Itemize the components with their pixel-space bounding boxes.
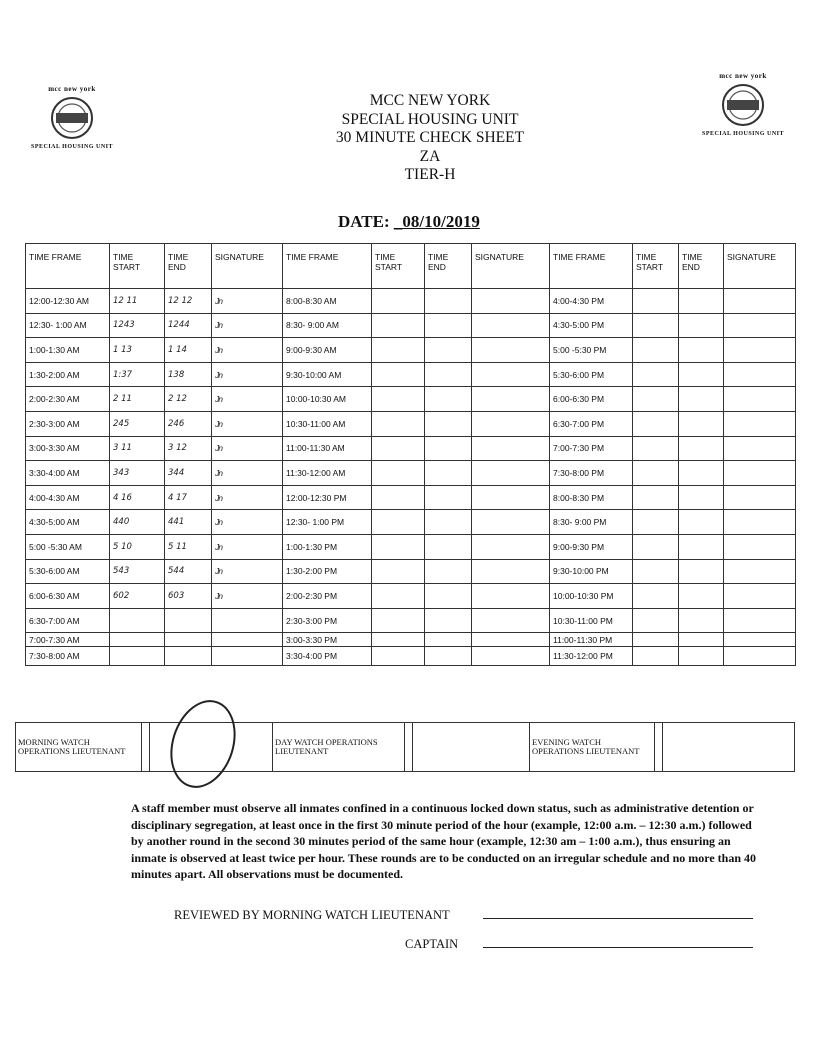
signature-cell[interactable] (724, 289, 796, 314)
time-end-cell[interactable] (425, 387, 472, 412)
document-header (300, 92, 560, 185)
time-frame-cell: 4:30-5:00 AM (26, 510, 110, 535)
time-start-cell[interactable] (633, 584, 679, 609)
header-line-3: 30 MINUTE CHECK SHEET (335, 129, 525, 147)
time-frame-cell: 7:00-7:30 AM (26, 633, 110, 647)
time-end-cell[interactable] (679, 510, 724, 535)
signature-cell[interactable] (472, 534, 550, 559)
time-start-cell[interactable]: 343 (110, 461, 165, 486)
time-end-cell[interactable] (679, 411, 724, 436)
col-header-time-start: TIME START (110, 244, 165, 289)
time-end-cell[interactable] (679, 461, 724, 486)
logo-top-text: mcc new york (719, 72, 767, 80)
col-header-time-frame: TIME FRAME (26, 244, 110, 289)
evening-watch-signature[interactable] (663, 723, 795, 772)
col-header-time-end: TIME END (679, 244, 724, 289)
table-row (26, 362, 796, 387)
signature-cell[interactable] (212, 633, 283, 647)
signature-cell[interactable]: Jn (212, 289, 283, 314)
time-start-cell[interactable] (633, 510, 679, 535)
signature-cell[interactable] (724, 633, 796, 647)
time-end-cell[interactable] (165, 633, 212, 647)
time-frame-cell: 9:30-10:00 AM (283, 362, 372, 387)
signature-cell[interactable] (472, 387, 550, 412)
time-end-cell[interactable] (425, 608, 472, 633)
table-row (26, 584, 796, 609)
time-end-cell[interactable]: 3 12 (165, 436, 212, 461)
day-watch-label: DAY WATCH OPERATIONS LIEUTENANT (273, 723, 405, 772)
time-start-cell[interactable] (633, 411, 679, 436)
time-start-cell[interactable] (372, 362, 425, 387)
time-frame-cell: 2:30-3:00 PM (283, 608, 372, 633)
time-start-cell[interactable]: 1243 (110, 313, 165, 338)
time-end-cell[interactable] (425, 633, 472, 647)
time-frame-cell: 1:30-2:00 PM (283, 559, 372, 584)
signature-cell[interactable] (472, 313, 550, 338)
signature-cell[interactable] (472, 559, 550, 584)
captain-signature-line[interactable] (483, 947, 753, 948)
signature-cell[interactable]: Jn (212, 461, 283, 486)
signature-cell[interactable]: Jn (212, 559, 283, 584)
time-start-cell[interactable] (633, 289, 679, 314)
col-header-signature: SIGNATURE (212, 244, 283, 289)
spacer-cell (655, 723, 663, 772)
time-end-cell[interactable] (679, 289, 724, 314)
signature-cell[interactable] (472, 411, 550, 436)
time-frame-cell: 5:30-6:00 AM (26, 559, 110, 584)
time-end-cell[interactable] (679, 313, 724, 338)
time-start-cell[interactable]: 12 11 (110, 289, 165, 314)
table-row (26, 387, 796, 412)
time-end-cell[interactable]: 138 (165, 362, 212, 387)
time-frame-cell: 7:00-7:30 PM (550, 436, 633, 461)
signature-cell[interactable] (472, 608, 550, 633)
time-end-cell[interactable] (425, 485, 472, 510)
signature-cell[interactable]: Jn (212, 436, 283, 461)
header-line-2: SPECIAL HOUSING UNIT (341, 110, 519, 128)
header-line-1: MCC NEW YORK (369, 92, 491, 109)
time-end-cell[interactable] (425, 313, 472, 338)
time-start-cell[interactable]: 3 11 (110, 436, 165, 461)
signature-cell[interactable]: Jn (212, 485, 283, 510)
time-frame-cell: 4:00-4:30 PM (550, 289, 633, 314)
time-frame-cell: 11:30-12:00 AM (283, 461, 372, 486)
table-row (26, 647, 796, 666)
time-start-cell[interactable]: 1:37 (110, 362, 165, 387)
time-frame-cell: 9:30-10:00 PM (550, 559, 633, 584)
reviewed-by-signature-line[interactable] (483, 918, 753, 919)
time-end-cell[interactable] (425, 411, 472, 436)
table-row (26, 289, 796, 314)
signature-cell[interactable]: Jn (212, 510, 283, 535)
time-start-cell[interactable] (372, 387, 425, 412)
time-end-cell[interactable]: 544 (165, 559, 212, 584)
header-line-5: TIER-H (404, 166, 456, 184)
col-header-time-start: TIME START (372, 244, 425, 289)
time-frame-cell: 3:30-4:00 PM (283, 647, 372, 666)
col-header-time-frame: TIME FRAME (283, 244, 372, 289)
col-header-signature: SIGNATURE (472, 244, 550, 289)
lieutenant-table (15, 722, 795, 772)
time-start-cell[interactable] (633, 608, 679, 633)
time-frame-cell: 5:00 -5:30 AM (26, 534, 110, 559)
time-frame-cell: 2:00-2:30 AM (26, 387, 110, 412)
time-start-cell[interactable] (372, 608, 425, 633)
date-label: DATE: (338, 212, 390, 231)
time-frame-cell: 7:30-8:00 PM (550, 461, 633, 486)
reviewed-by-label: REVIEWED BY MORNING WATCH LIEUTENANT (174, 908, 450, 922)
table-row (26, 608, 796, 633)
time-end-cell[interactable] (679, 534, 724, 559)
col-header-time-end: TIME END (425, 244, 472, 289)
time-start-cell[interactable]: 543 (110, 559, 165, 584)
time-frame-cell: 8:00-8:30 PM (550, 485, 633, 510)
evening-watch-label: EVENING WATCH OPERATIONS LIEUTENANT (530, 723, 655, 772)
signature-cell[interactable] (724, 313, 796, 338)
time-frame-cell: 9:00-9:30 PM (550, 534, 633, 559)
time-start-cell[interactable] (633, 461, 679, 486)
time-end-cell[interactable] (679, 559, 724, 584)
time-frame-cell: 5:00 -5:30 PM (550, 338, 633, 363)
col-header-time-end: TIME END (165, 244, 212, 289)
time-end-cell[interactable]: 1244 (165, 313, 212, 338)
signature-cell[interactable] (472, 633, 550, 647)
shu-seal-icon (50, 96, 94, 140)
morning-watch-label: MORNING WATCH OPERATIONS LIEUTENANT (16, 723, 142, 772)
table-row (26, 485, 796, 510)
signature-cell[interactable] (472, 362, 550, 387)
logo-left (17, 85, 127, 150)
time-end-cell[interactable] (679, 362, 724, 387)
signature-cell[interactable] (472, 485, 550, 510)
date-line (338, 212, 480, 232)
signature-cell[interactable]: Jn (212, 584, 283, 609)
table-row (26, 313, 796, 338)
time-end-cell[interactable] (679, 647, 724, 666)
time-frame-cell: 8:30- 9:00 PM (550, 510, 633, 535)
time-frame-cell: 6:30-7:00 AM (26, 608, 110, 633)
time-start-cell[interactable]: 4 16 (110, 485, 165, 510)
time-end-cell[interactable]: 2 12 (165, 387, 212, 412)
time-frame-cell: 8:00-8:30 AM (283, 289, 372, 314)
time-end-cell[interactable] (679, 338, 724, 363)
time-end-cell[interactable]: 12 12 (165, 289, 212, 314)
shu-seal-icon (721, 83, 765, 127)
time-start-cell[interactable] (110, 647, 165, 666)
spacer-cell (405, 723, 413, 772)
time-start-cell[interactable] (633, 387, 679, 412)
table-row (26, 436, 796, 461)
signature-cell[interactable] (472, 436, 550, 461)
time-start-cell[interactable]: 2 11 (110, 387, 165, 412)
time-frame-cell: 1:00-1:30 PM (283, 534, 372, 559)
logo-right (688, 72, 798, 137)
logo-bottom-text: SPECIAL HOUSING UNIT (30, 144, 114, 150)
time-frame-cell: 6:30-7:00 PM (550, 411, 633, 436)
signature-cell[interactable] (472, 461, 550, 486)
signature-cell[interactable]: Jn (212, 362, 283, 387)
time-start-cell[interactable] (633, 313, 679, 338)
signature-cell[interactable] (724, 411, 796, 436)
time-start-cell[interactable] (633, 647, 679, 666)
signature-cell[interactable]: Jn (212, 411, 283, 436)
time-end-cell[interactable]: 246 (165, 411, 212, 436)
time-start-cell[interactable] (372, 436, 425, 461)
table-row (26, 510, 796, 535)
time-frame-cell: 2:00-2:30 PM (283, 584, 372, 609)
signature-cell[interactable] (724, 362, 796, 387)
logo-bottom-text: SPECIAL HOUSING UNIT (701, 131, 785, 137)
time-end-cell[interactable] (679, 608, 724, 633)
spacer-cell (142, 723, 150, 772)
time-frame-cell: 11:00-11:30 PM (550, 633, 633, 647)
time-frame-cell: 4:30-5:00 PM (550, 313, 633, 338)
time-start-cell[interactable] (372, 633, 425, 647)
time-frame-cell: 3:30-4:00 AM (26, 461, 110, 486)
signature-cell[interactable] (724, 510, 796, 535)
time-frame-cell: 12:30- 1:00 AM (26, 313, 110, 338)
signature-cell[interactable] (724, 338, 796, 363)
time-end-cell[interactable] (425, 534, 472, 559)
time-frame-cell: 2:30-3:00 AM (26, 411, 110, 436)
signature-cell[interactable]: Jn (212, 313, 283, 338)
time-end-cell[interactable]: 1 14 (165, 338, 212, 363)
morning-watch-signature[interactable] (150, 723, 273, 772)
time-end-cell[interactable]: 603 (165, 584, 212, 609)
time-start-cell[interactable]: 440 (110, 510, 165, 535)
signature-cell[interactable]: Jn (212, 387, 283, 412)
time-start-cell[interactable] (372, 338, 425, 363)
time-end-cell[interactable] (165, 647, 212, 666)
time-start-cell[interactable] (633, 338, 679, 363)
policy-notice: A staff member must observe all inmates confined in a continuous locked down status, such as administrative detention or disciplinary segregation, at least once in the first 30 minute period of the hour (example, 12:00 a.m. – 12:30 a.m.) followed by another round in the second 30 minutes period of the same hour (example, 12:30 am – 1:00 a.m.), thus ensuring an inmate is observed at least twice per hour. These rounds are to be conducted on an irregular schedule and no more than 40 minutes apart. All observations must be documented. (131, 801, 757, 881)
time-start-cell[interactable]: 5 10 (110, 534, 165, 559)
time-start-cell[interactable] (372, 584, 425, 609)
signature-cell[interactable] (724, 387, 796, 412)
time-end-cell[interactable] (679, 485, 724, 510)
table-row (26, 534, 796, 559)
time-frame-cell: 10:30-11:00 PM (550, 608, 633, 633)
signature-cell[interactable] (724, 436, 796, 461)
time-frame-cell: 10:30-11:00 AM (283, 411, 372, 436)
table-row (26, 338, 796, 363)
captain-label: CAPTAIN (405, 937, 459, 951)
header-line-4: ZA (419, 147, 441, 165)
time-frame-cell: 4:00-4:30 AM (26, 485, 110, 510)
logo-top-text: mcc new york (48, 85, 96, 93)
time-end-cell[interactable] (425, 436, 472, 461)
col-header-signature: SIGNATURE (724, 244, 796, 289)
signature-cell[interactable] (724, 559, 796, 584)
time-start-cell[interactable] (633, 485, 679, 510)
time-frame-cell: 3:00-3:30 AM (26, 436, 110, 461)
time-end-cell[interactable] (425, 510, 472, 535)
time-end-cell[interactable] (425, 461, 472, 486)
time-frame-cell: 1:00-1:30 AM (26, 338, 110, 363)
signature-cell[interactable] (724, 534, 796, 559)
time-start-cell[interactable] (633, 362, 679, 387)
time-frame-cell: 12:00-12:30 PM (283, 485, 372, 510)
date-value: _08/10/2019 (393, 212, 480, 231)
time-start-cell[interactable]: 1 13 (110, 338, 165, 363)
signature-cell[interactable] (472, 647, 550, 666)
time-end-cell[interactable]: 344 (165, 461, 212, 486)
table-row (26, 559, 796, 584)
time-start-cell[interactable] (633, 436, 679, 461)
time-start-cell[interactable] (633, 534, 679, 559)
time-frame-cell: 12:30- 1:00 PM (283, 510, 372, 535)
col-header-time-start: TIME START (633, 244, 679, 289)
time-frame-cell: 11:30-12:00 PM (550, 647, 633, 666)
signature-cell[interactable] (472, 510, 550, 535)
time-start-cell[interactable] (633, 559, 679, 584)
time-end-cell[interactable] (425, 289, 472, 314)
time-start-cell[interactable] (372, 534, 425, 559)
time-end-cell[interactable]: 441 (165, 510, 212, 535)
time-frame-cell: 10:00-10:30 PM (550, 584, 633, 609)
time-start-cell[interactable] (110, 608, 165, 633)
time-end-cell[interactable] (679, 633, 724, 647)
time-end-cell[interactable] (679, 387, 724, 412)
signature-cell[interactable] (212, 608, 283, 633)
signature-cell[interactable]: Jn (212, 534, 283, 559)
signature-cell[interactable] (472, 289, 550, 314)
check-table-body (26, 289, 796, 666)
time-start-cell[interactable] (110, 633, 165, 647)
day-watch-signature[interactable] (413, 723, 530, 772)
time-start-cell[interactable] (372, 461, 425, 486)
time-end-cell[interactable]: 5 11 (165, 534, 212, 559)
time-end-cell[interactable] (425, 647, 472, 666)
check-table (25, 243, 796, 666)
time-frame-cell: 7:30-8:00 AM (26, 647, 110, 666)
signature-cell[interactable] (212, 647, 283, 666)
time-frame-cell: 6:00-6:30 PM (550, 387, 633, 412)
table-row (26, 411, 796, 436)
time-end-cell[interactable] (425, 559, 472, 584)
signature-cell[interactable] (724, 584, 796, 609)
time-end-cell[interactable] (425, 338, 472, 363)
time-frame-cell: 12:00-12:30 AM (26, 289, 110, 314)
time-frame-cell: 10:00-10:30 AM (283, 387, 372, 412)
time-start-cell[interactable] (633, 633, 679, 647)
time-frame-cell: 3:00-3:30 PM (283, 633, 372, 647)
time-end-cell[interactable]: 4 17 (165, 485, 212, 510)
time-start-cell[interactable]: 245 (110, 411, 165, 436)
table-row (26, 633, 796, 647)
time-start-cell[interactable] (372, 485, 425, 510)
signature-cell[interactable] (472, 584, 550, 609)
signature-cell[interactable] (724, 461, 796, 486)
signature-cell[interactable] (724, 485, 796, 510)
time-end-cell[interactable] (679, 436, 724, 461)
table-row (26, 461, 796, 486)
time-start-cell[interactable] (372, 510, 425, 535)
time-start-cell[interactable] (372, 647, 425, 666)
signature-cell[interactable] (472, 338, 550, 363)
time-start-cell[interactable] (372, 289, 425, 314)
time-end-cell[interactable] (425, 584, 472, 609)
time-end-cell[interactable] (425, 362, 472, 387)
signature-cell[interactable] (724, 608, 796, 633)
time-end-cell[interactable] (165, 608, 212, 633)
time-frame-cell: 9:00-9:30 AM (283, 338, 372, 363)
time-frame-cell: 11:00-11:30 AM (283, 436, 372, 461)
time-frame-cell: 8:30- 9:00 AM (283, 313, 372, 338)
zero-mark-icon (160, 692, 247, 797)
time-frame-cell: 5:30-6:00 PM (550, 362, 633, 387)
time-start-cell[interactable] (372, 411, 425, 436)
time-frame-cell: 1:30-2:00 AM (26, 362, 110, 387)
time-start-cell[interactable] (372, 313, 425, 338)
time-frame-cell: 6:00-6:30 AM (26, 584, 110, 609)
time-start-cell[interactable] (372, 559, 425, 584)
signature-cell[interactable]: Jn (212, 338, 283, 363)
time-end-cell[interactable] (679, 584, 724, 609)
signature-cell[interactable] (724, 647, 796, 666)
col-header-time-frame: TIME FRAME (550, 244, 633, 289)
time-start-cell[interactable]: 602 (110, 584, 165, 609)
